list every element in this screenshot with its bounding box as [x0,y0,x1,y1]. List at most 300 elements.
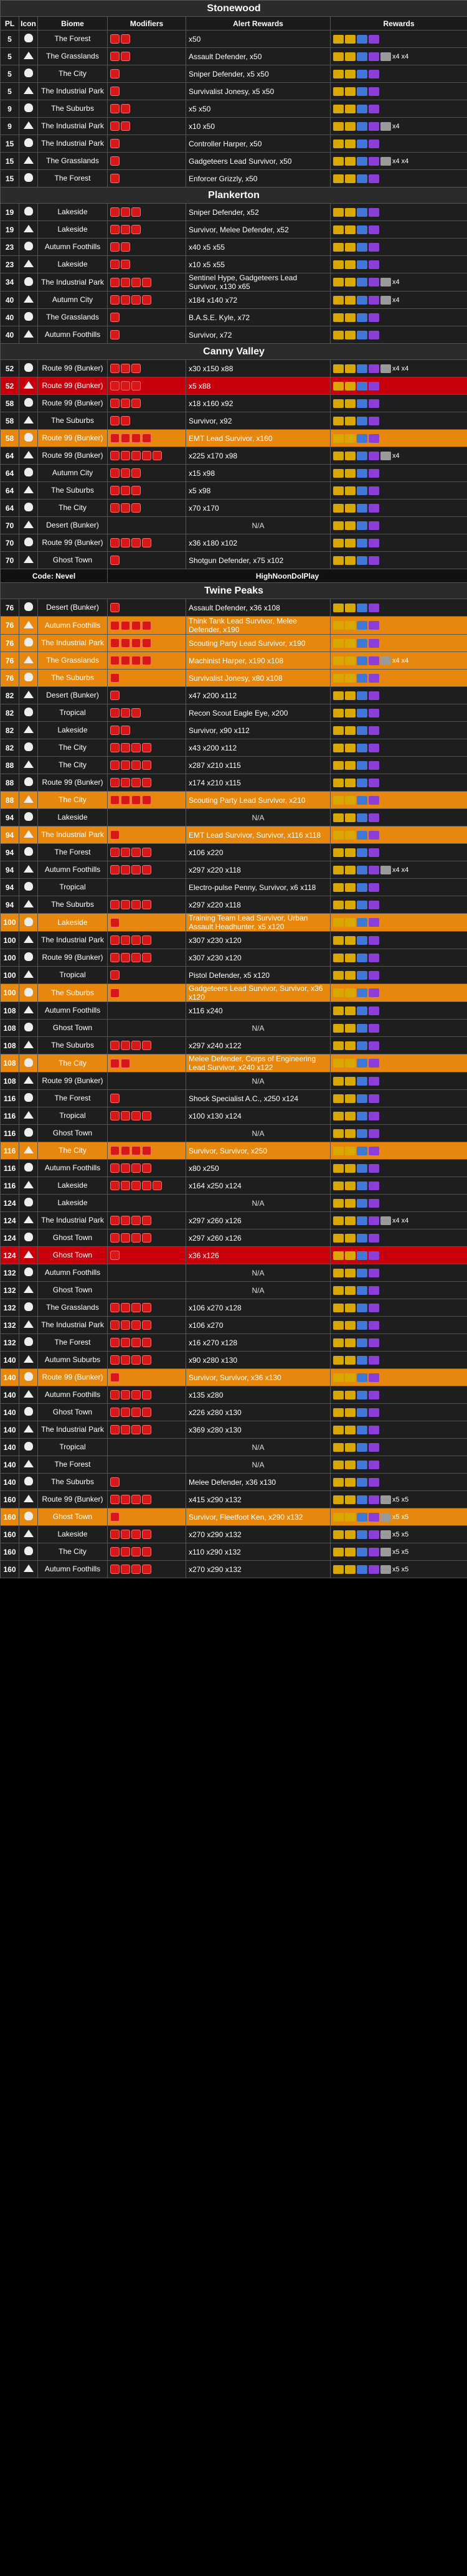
modifier-icon [110,708,120,717]
modifier-icon [142,621,151,630]
mission-row[interactable] [1,1002,467,1020]
reward-icon [369,1112,379,1120]
mission-row[interactable] [1,377,467,395]
modifier-icon [110,1547,120,1556]
rewards [331,1543,467,1561]
mission-row[interactable] [1,100,467,118]
reward-icon [357,1495,367,1504]
mission-icon [19,395,38,412]
reward-icon [369,1461,379,1469]
mission-row[interactable] [1,932,467,949]
biome-name: Lakeside [38,1195,108,1212]
biome-name: Autumn Foothills [38,861,108,879]
reward-icon [333,709,344,717]
modifier-icon [110,900,120,909]
mission-icon [19,792,38,809]
mission-row[interactable] [1,635,467,652]
modifier-icon [110,260,120,269]
reward-icon [345,1286,356,1295]
biome-name: The Forest [38,170,108,187]
biome-name: Autumn Foothills [38,1264,108,1282]
rewards [331,1229,467,1247]
biome-name: Lakeside [38,809,108,826]
modifier-icon [110,1477,120,1487]
mission-row[interactable] [1,412,467,430]
skull-icon [24,1512,33,1520]
reward-icon [345,1251,356,1260]
mission-icon [19,1142,38,1160]
mission-row[interactable] [1,430,467,447]
skull-icon [24,1233,33,1241]
skull-icon [24,708,33,716]
reward-icon [333,417,344,425]
alert-rewards: N/A [186,1020,331,1037]
mission-row[interactable] [1,687,467,704]
rewards [331,517,467,534]
mission-icon [19,239,38,256]
modifier-icon [110,988,120,998]
reward-icon [357,140,367,148]
biome-name: Autumn Foothills [38,239,108,256]
modifiers [108,447,186,465]
reward-icon [345,313,356,322]
rewards [331,395,467,412]
reward-icon [345,1024,356,1033]
reward-icon [357,122,367,131]
mission-row[interactable] [1,500,467,517]
modifier-icon [142,865,151,874]
rewards [331,722,467,739]
reward-icon [333,452,344,460]
mission-row[interactable] [1,879,467,896]
skull-icon [24,1372,33,1381]
rewards [331,153,467,170]
alert-rewards: x135 x280 [186,1386,331,1404]
rewards [331,204,467,221]
reward-icon [333,796,344,805]
biome-name: The Grasslands [38,652,108,670]
mission-row[interactable] [1,1054,467,1073]
modifier-icon [142,1233,151,1243]
reward-icon [333,313,344,322]
modifier-icon [131,1233,141,1243]
reward-icon [345,604,356,612]
mission-row[interactable] [1,1282,467,1299]
reward-icon [345,866,356,874]
mission-row[interactable] [1,896,467,914]
modifier-icon [142,1163,151,1173]
mission-row[interactable] [1,1456,467,1474]
mission-row[interactable] [1,1334,467,1352]
reward-icon [345,883,356,892]
mission-row[interactable] [1,482,467,500]
mission-row[interactable] [1,1386,467,1404]
reward-icon [345,621,356,630]
modifier-icon [131,848,141,857]
power-level: 64 [1,447,19,465]
biome-name: Route 99 (Bunker) [38,1369,108,1386]
reward-icon [369,1408,379,1417]
reward-icon [345,521,356,530]
modifier-icon [131,278,141,287]
mission-row[interactable] [1,1125,467,1142]
mission-row[interactable] [1,118,467,135]
biome-name: Ghost Town [38,1229,108,1247]
mission-row[interactable] [1,1299,467,1317]
reward-icon [369,1426,379,1434]
mission-row[interactable] [1,1195,467,1212]
modifier-icon [110,556,120,565]
modifier-icon [121,760,130,770]
alert-rewards: x174 x210 x115 [186,774,331,792]
home-icon [24,621,34,628]
mission-row[interactable] [1,1474,467,1491]
reward-icon [345,1129,356,1138]
mission-icon [19,599,38,617]
reward-icon [345,1112,356,1120]
biome-name: The Industrial Park [38,273,108,291]
power-level: 76 [1,670,19,687]
modifier-icon [110,673,120,683]
reward-icon [357,296,367,305]
mission-row[interactable] [1,670,467,687]
mission-icon [19,861,38,879]
mission-row[interactable] [1,1491,467,1508]
reward-count: x5 x5 [392,1565,409,1573]
mission-row[interactable] [1,256,467,273]
rewards [331,1054,467,1073]
mission-row[interactable] [1,273,467,291]
mission-row[interactable] [1,949,467,967]
biome-name: Route 99 (Bunker) [38,774,108,792]
mission-row[interactable] [1,861,467,879]
reward-icon [357,674,367,683]
modifier-icon [110,52,120,61]
reward-icon [369,87,379,96]
mission-icon [19,879,38,896]
mission-row[interactable] [1,1317,467,1334]
power-level: 58 [1,412,19,430]
mission-row[interactable] [1,1142,467,1160]
mission-icon [19,774,38,792]
reward-icon [333,1304,344,1312]
reward-icon [357,87,367,96]
mission-row[interactable] [1,135,467,153]
mission-row[interactable] [1,1020,467,1037]
modifier-icon [110,760,120,770]
modifier-icon [121,1565,130,1574]
mission-row[interactable] [1,517,467,534]
rewards [331,170,467,187]
mission-row[interactable] [1,204,467,221]
power-level: 94 [1,879,19,896]
modifier-icon [121,1320,130,1330]
modifier-icon [121,1408,130,1417]
mission-row[interactable] [1,1561,467,1578]
mission-row[interactable] [1,1352,467,1369]
reward-icon [369,1478,379,1487]
alert-rewards: x50 [186,31,331,48]
reward-icon [369,399,379,408]
mission-row[interactable] [1,1439,467,1456]
mission-icon [19,377,38,395]
mission-row[interactable] [1,465,467,482]
rewards [331,670,467,687]
biome-name: Autumn City [38,291,108,309]
modifier-icon [121,726,130,735]
biome-name: The Industrial Park [38,932,108,949]
reward-icon [345,452,356,460]
mission-row[interactable] [1,1107,467,1125]
home-icon [24,830,34,838]
reward-icon [333,469,344,478]
alert-rewards: Survivor, Survivor, x250 [186,1142,331,1160]
power-level: 58 [1,430,19,447]
biome-name: Autumn Foothills [38,1002,108,1020]
mission-row[interactable] [1,1264,467,1282]
modifiers [108,83,186,100]
skull-icon [24,433,33,442]
biome-name: The Suburbs [38,1474,108,1491]
modifier-icon [121,104,130,113]
rewards [331,914,467,932]
power-level: 140 [1,1352,19,1369]
mission-icon [19,1334,38,1352]
reward-icon [357,174,367,183]
reward-icon [369,1321,379,1330]
reward-icon [357,1199,367,1208]
reward-icon [333,399,344,408]
alert-rewards: Machinist Harper, x190 x108 [186,652,331,670]
mission-row[interactable] [1,83,467,100]
modifier-icon [131,1303,141,1312]
biome-name: The Suburbs [38,984,108,1002]
rewards [331,1439,467,1456]
reward-icon [357,1426,367,1434]
power-level: 70 [1,552,19,569]
home-icon [24,416,34,424]
alert-rewards: Survivalist Jonesy, x80 x108 [186,670,331,687]
reward-icon [369,260,379,269]
reward-icon [333,1112,344,1120]
home-icon [24,726,34,733]
modifier-icon [110,174,120,183]
mission-row[interactable] [1,395,467,412]
mission-row[interactable] [1,967,467,984]
mission-row[interactable] [1,48,467,65]
modifiers [108,256,186,273]
biome-name: Autumn Foothills [38,1561,108,1578]
mission-row[interactable] [1,1421,467,1439]
power-level: 132 [1,1264,19,1282]
mission-row[interactable] [1,31,467,48]
mission-row[interactable] [1,534,467,552]
mission-row[interactable] [1,704,467,722]
modifier-icon [110,1251,120,1260]
reward-icon [357,1006,367,1015]
reward-icon [369,1024,379,1033]
mission-row[interactable] [1,774,467,792]
mission-row[interactable] [1,809,467,826]
mission-icon [19,844,38,861]
reward-icon [333,260,344,269]
reward-icon [333,243,344,252]
mission-row[interactable] [1,170,467,187]
modifier-icon [110,503,120,513]
reward-icon [369,779,379,787]
biome-name: The Forest [38,31,108,48]
reward-icon [357,883,367,892]
mission-row[interactable] [1,552,467,569]
reward-icon [333,1006,344,1015]
modifier-icon [121,121,130,131]
home-icon [24,1111,34,1119]
reward-icon [369,1006,379,1015]
mission-row[interactable] [1,914,467,932]
mission-row[interactable] [1,153,467,170]
modifier-icon [110,1216,120,1225]
mission-row[interactable] [1,739,467,757]
reward-icon [357,1321,367,1330]
modifier-icon [110,330,120,339]
mission-row[interactable] [1,1212,467,1229]
mission-row[interactable] [1,1508,467,1526]
alert-rewards: x297 x240 x122 [186,1037,331,1054]
reward-icon [369,1164,379,1173]
home-icon [24,156,34,164]
rewards [331,1421,467,1439]
power-level: 108 [1,1037,19,1054]
reward-count: x4 [392,122,400,130]
modifier-icon [121,278,130,287]
reward-icon [357,105,367,113]
modifiers [108,517,186,534]
mission-row[interactable] [1,757,467,774]
mission-row[interactable] [1,239,467,256]
modifiers [108,984,186,1002]
mission-row[interactable] [1,1037,467,1054]
power-level: 94 [1,861,19,879]
mission-row[interactable] [1,1404,467,1421]
mission-row[interactable] [1,65,467,83]
rewards [331,774,467,792]
biome-name: The Industrial Park [38,635,108,652]
biome-name: The Industrial Park [38,135,108,153]
reward-icon [357,556,367,565]
modifier-icon [121,207,130,217]
power-level: 88 [1,792,19,809]
modifier-icon [121,1181,130,1190]
home-icon [24,865,34,873]
biome-name: Ghost Town [38,1020,108,1037]
reward-icon [333,1059,344,1068]
mission-row[interactable] [1,326,467,344]
modifier-icon [110,1390,120,1399]
reward-icon [357,1024,367,1033]
mission-row[interactable] [1,1160,467,1177]
rewards [331,48,467,65]
power-level: 94 [1,896,19,914]
mission-row[interactable] [1,291,467,309]
power-level: 100 [1,949,19,967]
modifier-icon [131,399,141,408]
alert-rewards: Melee Defender, x36 x130 [186,1474,331,1491]
mission-row[interactable] [1,792,467,809]
rewards [331,1386,467,1404]
mission-row[interactable] [1,221,467,239]
reward-icon [345,1164,356,1173]
modifiers [108,135,186,153]
mission-row[interactable] [1,1369,467,1386]
mission-icon [19,1508,38,1526]
mission-icon [19,809,38,826]
modifiers [108,1369,186,1386]
reward-icon [369,35,379,44]
reward-icon [369,486,379,495]
alert-rewards: x16 x270 x128 [186,1334,331,1352]
reward-icon [357,1461,367,1469]
modifiers [108,1090,186,1107]
mission-row[interactable] [1,599,467,617]
mission-row[interactable] [1,1526,467,1543]
mission-row[interactable] [1,309,467,326]
reward-icon [369,1234,379,1243]
mission-row[interactable] [1,1090,467,1107]
reward-count: x5 x5 [392,1495,409,1503]
reward-icon [369,70,379,78]
home-icon [24,1460,34,1467]
mission-row[interactable] [1,722,467,739]
biome-name: The Industrial Park [38,83,108,100]
mission-row[interactable] [1,1073,467,1090]
biome-name: Ghost Town [38,1247,108,1264]
reward-icon [369,1304,379,1312]
rewards [331,896,467,914]
home-icon [24,121,34,129]
reward-icon [357,331,367,339]
modifiers [108,204,186,221]
mission-row[interactable] [1,984,467,1002]
mission-row[interactable] [1,360,467,377]
mission-row[interactable] [1,447,467,465]
biome-name: Route 99 (Bunker) [38,377,108,395]
skull-icon [24,917,33,926]
mission-row[interactable] [1,1229,467,1247]
modifiers [108,1334,186,1352]
reward-icon [333,1495,344,1504]
mission-icon [19,430,38,447]
reward-icon [380,278,391,286]
modifier-icon [110,935,120,945]
skull-icon [24,1546,33,1555]
mission-row[interactable] [1,652,467,670]
mission-row[interactable] [1,1543,467,1561]
reward-icon [345,1199,356,1208]
mission-row[interactable] [1,1247,467,1264]
mission-row[interactable] [1,1177,467,1195]
rewards [331,932,467,949]
mission-row[interactable] [1,826,467,844]
power-level: 82 [1,739,19,757]
mission-row[interactable] [1,844,467,861]
reward-icon [357,954,367,962]
modifiers [108,826,186,844]
mission-row[interactable] [1,617,467,635]
alert-rewards: x225 x170 x98 [186,447,331,465]
reward-icon [369,521,379,530]
mission-icon [19,1212,38,1229]
reward-icon [333,504,344,513]
